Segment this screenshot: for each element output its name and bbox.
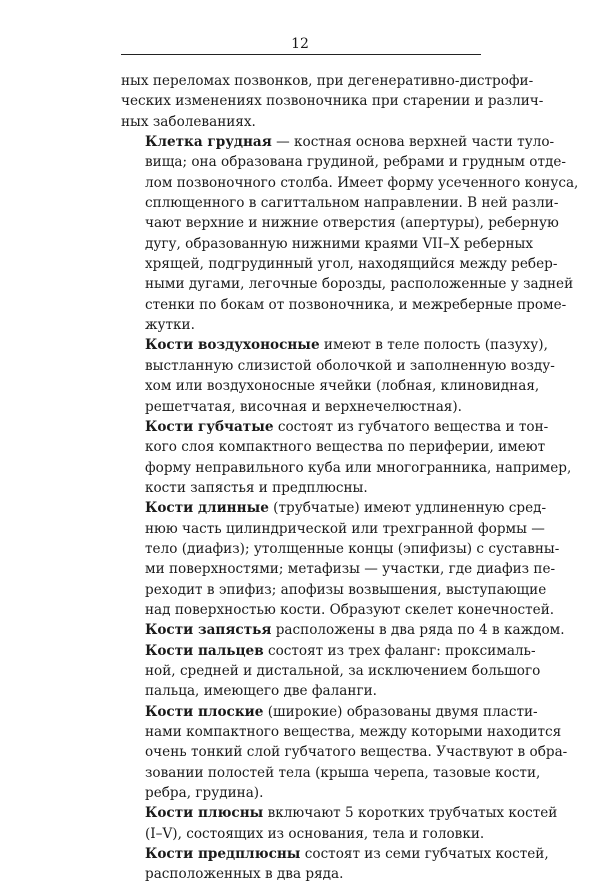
text-line: кого слоя компактного вещества по периферии, имеют: [145, 439, 546, 456]
text-line: вища; она образована грудиной, ребрами и грудным отде-: [145, 154, 566, 171]
text-line: ных заболеваниях.: [121, 113, 256, 130]
definition-text: состоят из трех фаланг: проксималь-: [263, 642, 536, 659]
text-line: ных переломах позвонков, при дегенеративно-дистрофи-: [121, 73, 534, 89]
text-line: [121, 844, 549, 864]
definition-text: имеют в теле полость (пазуху),: [319, 337, 548, 354]
term-heading: Кости воздухоносные: [145, 337, 320, 354]
term-heading: Кости плоские: [145, 703, 264, 720]
paragraph: [121, 803, 558, 844]
text-line: хрящей, подгрудинный угол, находящийся между ребер-: [145, 256, 558, 273]
text-line: зовании полостей тела (крыша черепа, тазовые кости,: [145, 764, 541, 781]
text-line: ными дугами, легочные борозды, расположенные у задней: [145, 276, 574, 293]
definition-text: расположены в два ряда по 4 в каждом.: [271, 622, 565, 639]
text-line: нюю часть цилиндрической или трехгранной формы —: [145, 520, 545, 537]
text-line: ми поверхностями; метафизы — участки, где диафиз пе-: [145, 561, 556, 578]
text-line: хом или воздухоносные ячейки (лобная, клиновидная,: [145, 378, 540, 395]
paragraph: [121, 335, 555, 416]
text-line: ческих изменениях позвоночника при старении и различ-: [121, 93, 544, 110]
paragraph: [121, 132, 579, 335]
paragraph: [121, 641, 541, 702]
definition-text: включают 5 коротких трубчатых костей: [263, 805, 558, 822]
page-number: 12: [291, 36, 309, 52]
text-line: над поверхностью кости. Образуют скелет конечностей.: [145, 601, 555, 618]
text-line: [121, 417, 549, 437]
text-line: тело (диафиз); утолщенные концы (эпифизы) с суставны-: [145, 540, 560, 557]
definition-text: (широкие) образованы двумя пласти-: [263, 703, 538, 720]
text-line: реходит в эпифиз; апофизы возвышения, выступающие: [145, 581, 547, 598]
text-line: [121, 702, 538, 722]
term-heading: Клетка грудная: [145, 134, 272, 151]
text-line: жутки.: [145, 317, 195, 334]
text-line: ребра, грудина).: [145, 785, 264, 802]
text-line: [121, 335, 548, 355]
text-line: расположенных в два ряда.: [145, 866, 344, 883]
text-line: кости запястья и предплюсны.: [145, 479, 368, 496]
text-line: выстланную слизистой оболочкой и заполненную возду-: [145, 357, 555, 374]
text-line: [121, 641, 536, 661]
text-line: [121, 498, 547, 518]
text-line: форму неправильного куба или многогранника, например,: [145, 459, 572, 476]
text-line: [121, 620, 565, 640]
text-line: очень тонкий слой губчатого вещества. Участвуют в обра-: [145, 744, 568, 761]
paragraph: [121, 844, 549, 885]
paragraph: [121, 702, 568, 804]
definition-text: — костная основа верхней части туло-: [271, 134, 555, 151]
paragraph: [121, 417, 572, 498]
term-heading: Кости длинные: [145, 500, 269, 517]
text-line: решетчатая, височная и верхнечелюстная).: [145, 398, 462, 415]
definition-text: (трубчатые) имеют удлиненную сред-: [268, 500, 547, 517]
text-line: нами компактного вещества, между которыми находится: [145, 724, 562, 740]
term-heading: Кости губчатые: [145, 418, 274, 435]
text-line: (I–V), состоящих из основания, тела и головки.: [145, 825, 485, 842]
paragraph: [121, 498, 560, 620]
term-heading: Кости пальцев: [145, 642, 264, 659]
text-line: [121, 803, 558, 823]
text-line: сплющенного в сагиттальном направлении. В ней разли-: [145, 195, 559, 212]
text-line: дугу, образованную нижними краями VII–X реберных: [145, 235, 534, 252]
header-rule: [121, 54, 481, 55]
term-heading: Кости запястья: [145, 622, 272, 639]
definition-text: состоят из губчатого вещества и тон-: [273, 418, 549, 435]
definition-text: состоят из семи губчатых костей,: [300, 846, 549, 863]
text-line: пальца, имеющего две фаланги.: [145, 683, 377, 700]
term-heading: Кости предплюсны: [145, 846, 301, 863]
text-line: чают верхние и нижние отверстия (апертуры), реберную: [145, 215, 559, 232]
term-heading: Кости плюсны: [145, 805, 264, 822]
paragraph: [121, 71, 544, 132]
text-line: стенки по бокам от позвоночника, и межреберные проме-: [145, 296, 567, 313]
paragraph: [121, 620, 565, 640]
text-line: лом позвоночного столба. Имеет форму усеченного конуса,: [145, 174, 579, 191]
text-line: [121, 132, 555, 152]
page-body: [121, 71, 579, 885]
text-line: ной, средней и дистальной, за исключением большого: [145, 662, 541, 679]
